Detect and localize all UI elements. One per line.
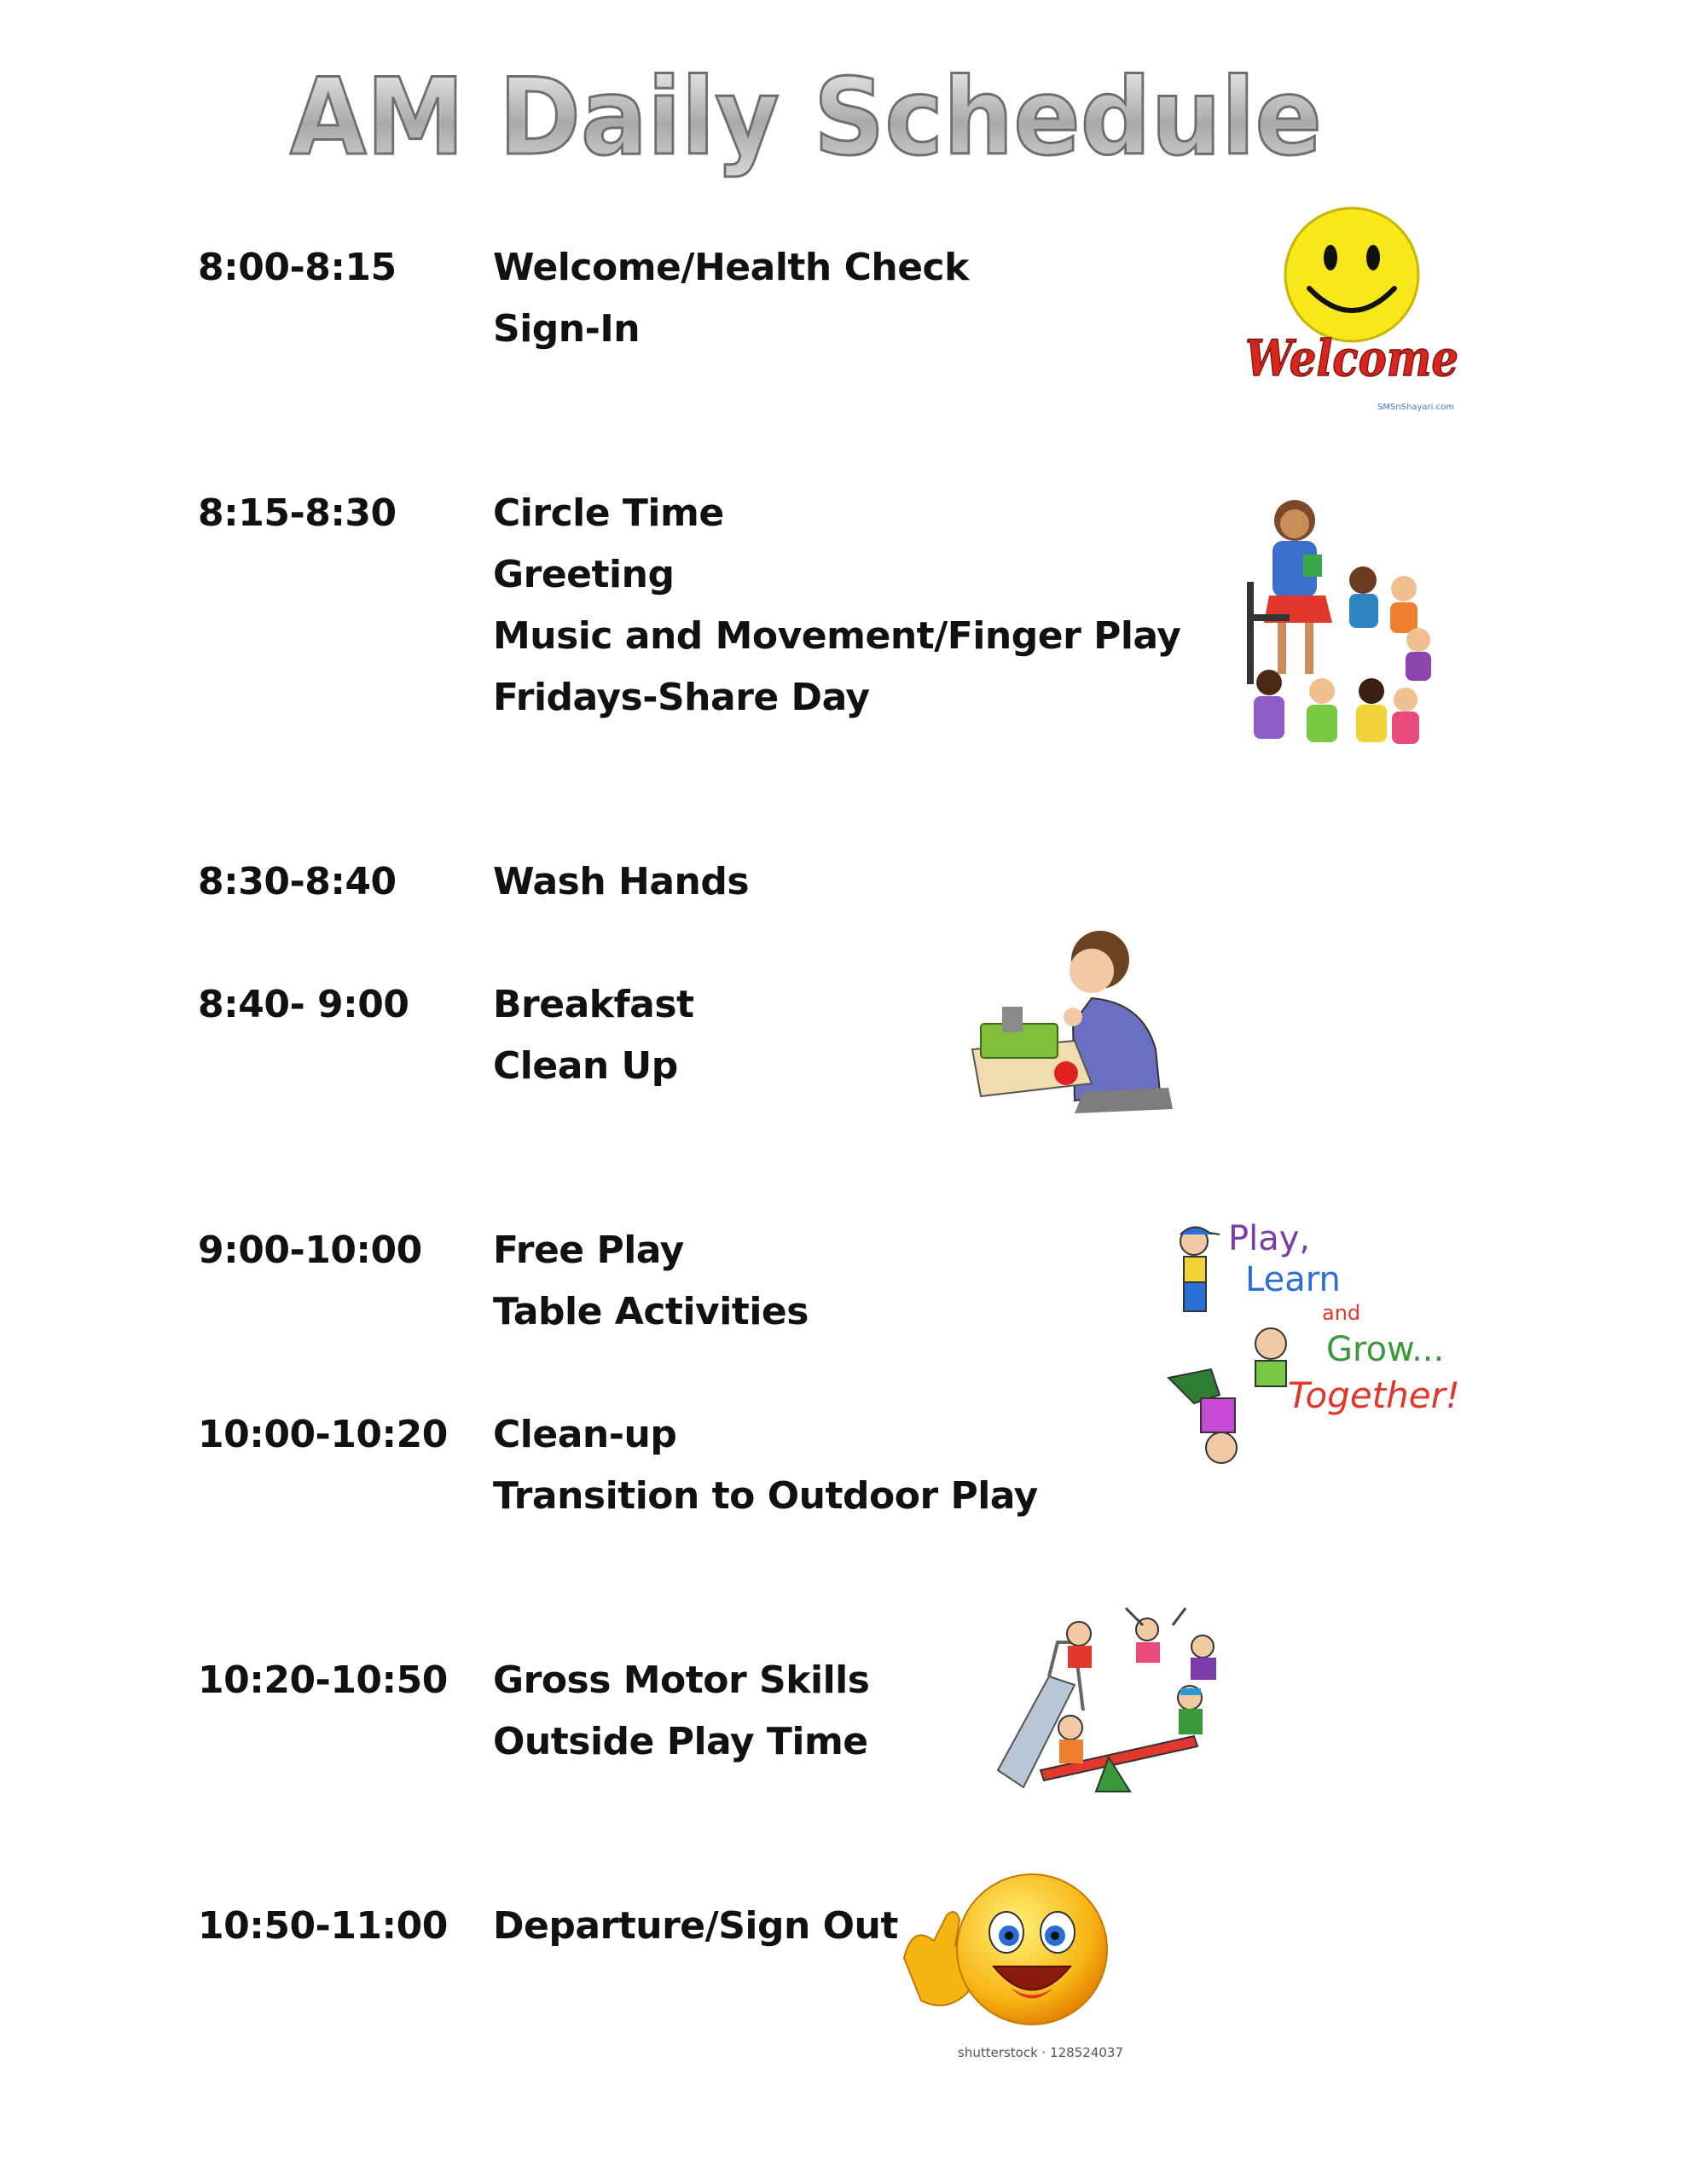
child-eating-breakfast-icon bbox=[964, 921, 1186, 1122]
activity-item: Clean Up bbox=[493, 1044, 678, 1088]
play-learn-line2: Learn bbox=[1245, 1260, 1341, 1299]
time-slot: 8:30-8:40 bbox=[198, 860, 397, 903]
time-slot: 10:00-10:20 bbox=[198, 1413, 448, 1456]
activity-item: Departure/Sign Out bbox=[493, 1904, 898, 1948]
waving-smiley-icon bbox=[896, 1864, 1134, 2065]
activity-list bbox=[493, 974, 694, 1097]
activity-item: Table Activities bbox=[493, 1290, 809, 1333]
time-slot: 8:40- 9:00 bbox=[198, 983, 409, 1026]
play-learn-line1: Play, bbox=[1228, 1219, 1311, 1258]
activity-item: Fridays-Share Day bbox=[493, 676, 870, 719]
welcome-image-credit: SMSnShayari.com bbox=[1377, 403, 1454, 412]
activity-item: Free Play bbox=[493, 1228, 684, 1272]
departure-image-credit: shutterstock · 128524037 bbox=[958, 2045, 1123, 2060]
activity-list bbox=[493, 237, 969, 360]
welcome-image-text: Welcome bbox=[1245, 329, 1458, 387]
time-slot: 8:15-8:30 bbox=[198, 491, 397, 535]
time-slot: 9:00-10:00 bbox=[198, 1228, 422, 1272]
page-title bbox=[281, 56, 1339, 188]
time-slot: 10:50-11:00 bbox=[198, 1904, 448, 1948]
playground-children-icon bbox=[989, 1608, 1245, 1804]
activity-item: Circle Time bbox=[493, 491, 724, 535]
activity-list bbox=[493, 1896, 898, 1957]
activity-item: Transition to Outdoor Play bbox=[493, 1474, 1038, 1518]
activity-list bbox=[493, 1404, 1038, 1527]
activity-item: Gross Motor Skills bbox=[493, 1658, 870, 1702]
activity-item: Sign-In bbox=[493, 307, 641, 351]
teacher-reading-to-children-icon bbox=[1244, 486, 1440, 751]
play-learn-line4: Grow... bbox=[1326, 1330, 1445, 1369]
smiley-welcome-icon bbox=[1237, 205, 1467, 422]
children-playing-icon bbox=[1160, 1216, 1484, 1472]
activity-item: Music and Movement/Finger Play bbox=[493, 614, 1181, 658]
activity-item: Outside Play Time bbox=[493, 1720, 868, 1763]
activity-list bbox=[493, 851, 749, 913]
play-learn-line3: and bbox=[1322, 1301, 1361, 1325]
activity-list bbox=[493, 1650, 869, 1773]
activity-list bbox=[493, 1220, 809, 1343]
play-learn-line5: Together! bbox=[1288, 1374, 1460, 1416]
time-slot: 10:20-10:50 bbox=[198, 1658, 448, 1702]
time-slot: 8:00-8:15 bbox=[198, 246, 397, 289]
activity-item: Clean-up bbox=[493, 1413, 677, 1456]
activity-item: Wash Hands bbox=[493, 860, 750, 903]
activity-item: Greeting bbox=[493, 553, 675, 596]
activity-list bbox=[493, 483, 1180, 729]
activity-item: Breakfast bbox=[493, 983, 694, 1026]
page-title-text: AM Daily Schedule bbox=[290, 56, 1322, 179]
activity-item: Welcome/Health Check bbox=[493, 246, 969, 289]
